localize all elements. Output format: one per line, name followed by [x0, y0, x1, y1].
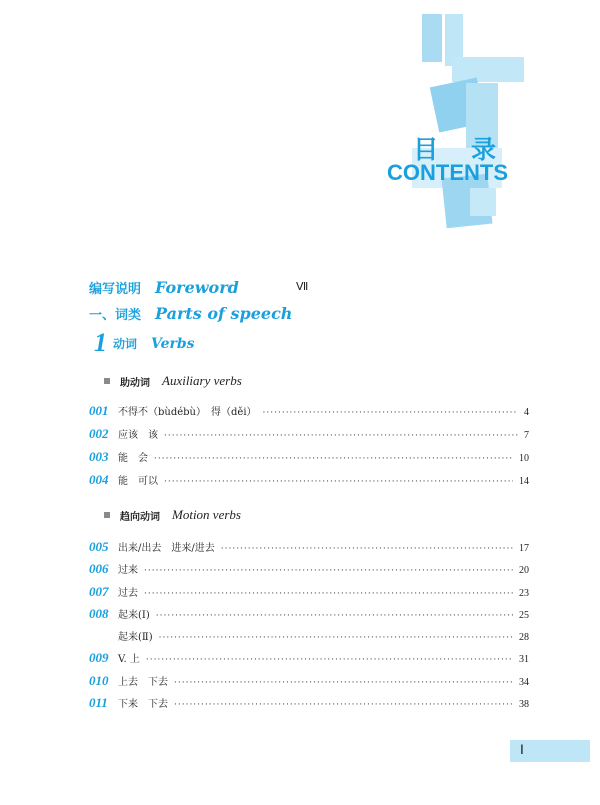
dot-leader: [144, 566, 513, 576]
entry-page: 10: [519, 453, 529, 464]
entry-page: 17: [519, 543, 529, 554]
entry-code: 011: [89, 695, 108, 710]
dot-leader: [174, 700, 513, 710]
dot-leader: [146, 655, 513, 665]
chapter-heading[interactable]: [94, 328, 195, 358]
toc-entry[interactable]: [89, 606, 529, 624]
section-foreword-page: Ⅶ: [296, 281, 309, 293]
toc-entry[interactable]: [89, 403, 529, 421]
page-number-tab: [510, 740, 590, 762]
toc-entry[interactable]: [89, 584, 529, 602]
contents-title-en: CONTENTS: [387, 160, 508, 185]
decor-block: [422, 14, 442, 62]
toc-entry[interactable]: [89, 426, 529, 444]
entry-text: V. 上: [118, 654, 140, 665]
dot-leader: [156, 611, 513, 621]
entry-code: 005: [89, 539, 109, 554]
decor-block: [470, 188, 496, 216]
entry-page: 31: [519, 654, 529, 665]
entry-text: 能 会: [118, 453, 148, 464]
subsection-auxiliary[interactable]: [104, 373, 242, 389]
entry-text: 起来(Ⅰ): [118, 610, 150, 621]
toc-entry[interactable]: [89, 628, 529, 646]
toc-entry[interactable]: [89, 650, 529, 668]
dot-leader: [159, 633, 513, 643]
entry-page: 14: [519, 476, 529, 487]
entry-page: 34: [519, 677, 529, 688]
dot-leader: [144, 589, 513, 599]
page-number: Ⅰ: [520, 742, 524, 757]
entry-page: 4: [524, 407, 529, 418]
section-foreword-en: Foreword: [155, 278, 239, 297]
section-parts[interactable]: [89, 304, 292, 323]
subsection-title-cn: 助动词: [120, 377, 150, 389]
section-parts-cn: 一、词类: [89, 308, 142, 323]
entry-page: 20: [519, 565, 529, 576]
entry-page: 23: [519, 588, 529, 599]
decor-block: [452, 57, 524, 82]
subsection-title-en: Motion verbs: [172, 507, 241, 522]
entry-text: 起来(Ⅱ): [118, 632, 153, 643]
entry-code: 004: [89, 472, 109, 487]
dot-leader: [154, 454, 513, 464]
bullet-square-icon: [104, 378, 110, 384]
subsection-title-cn: 趋向动词: [120, 511, 160, 523]
entry-code: 006: [89, 561, 109, 576]
entry-text: 上去 下去: [118, 677, 168, 688]
contents-title-cn: 目 录: [413, 135, 508, 164]
entry-page: 28: [519, 632, 529, 643]
entry-page: 38: [519, 699, 529, 710]
toc-entry[interactable]: [89, 561, 529, 579]
entry-code: 003: [89, 449, 109, 464]
entry-text: 下来 下去: [118, 699, 168, 710]
dot-leader: [263, 408, 518, 418]
entry-text: 能 可以: [118, 476, 158, 487]
entry-code: 001: [89, 403, 109, 418]
toc-entry[interactable]: [89, 539, 529, 557]
section-parts-en: Parts of speech: [155, 304, 293, 323]
toc-entry[interactable]: [89, 695, 529, 713]
entry-code: 009: [89, 650, 109, 665]
entry-text: 不得不（bùdébù） 得（děi）: [118, 407, 257, 418]
entry-text: 过来: [118, 565, 138, 576]
dot-leader: [164, 431, 518, 441]
entry-text: 出来/出去 进来/进去: [118, 543, 215, 554]
entry-code: 010: [89, 673, 109, 688]
entry-code: 002: [89, 426, 109, 441]
entry-page: 7: [524, 430, 529, 441]
toc-entry[interactable]: [89, 472, 529, 490]
entry-code: 008: [89, 606, 109, 621]
subsection-motion[interactable]: [104, 507, 241, 523]
entry-text: 应该 该: [118, 430, 158, 441]
entry-text: 过去: [118, 588, 138, 599]
toc-entry[interactable]: [89, 673, 529, 691]
section-foreword[interactable]: [89, 278, 309, 297]
chapter-title-en: Verbs: [151, 336, 195, 352]
chapter-number: 1: [94, 328, 107, 357]
section-foreword-cn: 编写说明: [89, 282, 142, 297]
chapter-title-cn: 动词: [113, 337, 138, 351]
dot-leader: [164, 477, 513, 487]
subsection-title-en: Auxiliary verbs: [162, 373, 242, 388]
dot-leader: [221, 544, 513, 554]
entry-page: 25: [519, 610, 529, 621]
entry-code: 007: [89, 584, 109, 599]
dot-leader: [174, 678, 513, 688]
toc-entry[interactable]: [89, 449, 529, 467]
bullet-square-icon: [104, 512, 110, 518]
